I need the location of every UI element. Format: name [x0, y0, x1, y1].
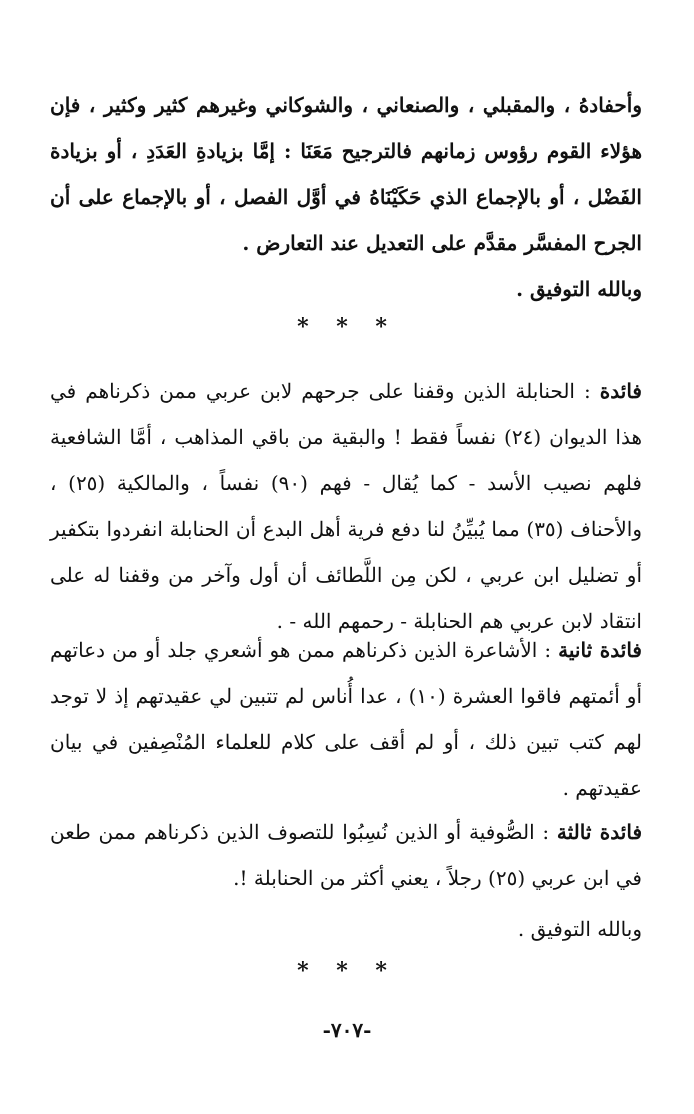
benefit-text: : الأشاعرة الذين ذكرناهم ممن هو أشعري جلد أو من دعاتهم أو أئمتهم فاقوا العشرة (١٠) ، عدا أُناس لم تتبين لي عقيدتهم إذ لا توجد لهم كتب تبين ذلك ، أو لم أقف على كلام للعلماء المُنْصِفين في بيان عقيدتهم . — [50, 638, 642, 800]
section-separator: * * * — [297, 958, 397, 984]
benefit-text: : الصُّوفية أو الذين نُسِبُوا للتصوف الذين ذكرناهم ممن طعن في ابن عربي (٢٥) رجلاً ، يعني أكثر من الحنابلة !. — [50, 820, 642, 890]
paragraph-conclusion: وأحفادهُ ، والمقبلي ، والصنعاني ، والشوكاني وغيرهم كثير وكثير ، فإن هؤلاء القوم رؤوس زمانهم فالترجيح مَعَنَا : إمَّا بزيادةِ العَدَدِ ، أو بزيادة الفَضْل ، أو بالإجماع الذي حَكَيْنَاهُ في أوَّل الفصل ، أو بالإجماع على أن الجرح المفسَّر مقدَّم على التعديل عند التعارض . — [50, 93, 642, 255]
section-separator: * * * — [297, 314, 397, 340]
benefit-label: فائدة — [599, 379, 642, 403]
benefit-text: : الحنابلة الذين وقفنا على جرحهم لابن عربي ممن ذكرناهم في هذا الديوان (٢٤) نفساً فقط ! والبقية من باقي المذاهب ، أمَّا الشافعية فلهم نصيب الأسد - كما يُقال - فهم (٩٠) نفساً ، والمالكية (٢٥) ، والأحناف (٣٥) مما يُبيِّنُ لنا دفع فرية أهل البدع أن الحنابلة انفردوا بتكفير أو تضليل ابن عربي ، لكن مِن اللَّطائف أن أول وآخر من وقفنا له على انتقاد لابن عربي هم الحنابلة - رحمهم الله - . — [50, 379, 643, 633]
benefit-paragraph-3 — [50, 809, 642, 901]
closing-line: وبالله التوفيق . — [516, 277, 642, 301]
benefit-label: فائدة ثالثة — [556, 820, 643, 844]
benefit-paragraph-1 — [50, 368, 642, 644]
benefit-label: فائدة ثانية — [558, 638, 642, 662]
closing-line: وبالله التوفيق . — [517, 917, 642, 941]
benefit-paragraph-2 — [50, 627, 642, 811]
page-number: -٧٠٧- — [322, 1018, 372, 1042]
